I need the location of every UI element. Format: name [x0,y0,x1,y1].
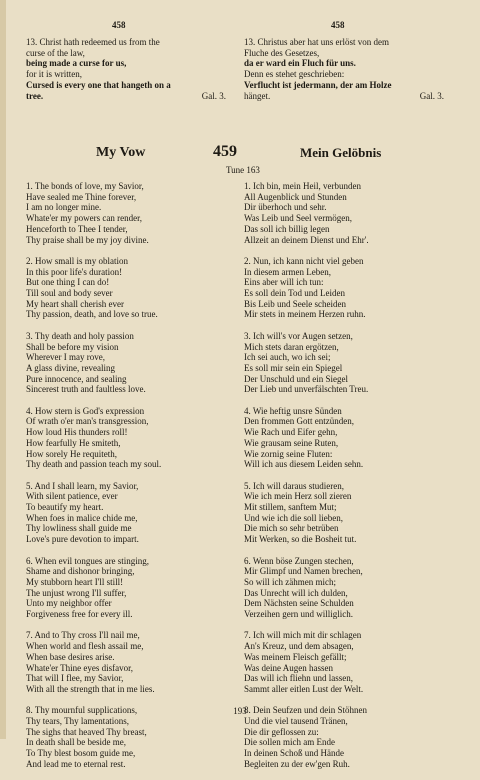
verse-line: Der Unschuld und ein Siegel [244,373,348,384]
hymn-number: 459 [213,143,237,160]
verse-line: 4. How stern is God's expression [26,405,145,416]
verse-line: The sighs that heaved Thy breast, [26,726,147,737]
verse-line: Die sollen mich am Ende [244,737,335,748]
verse-line: Forgiveness free for every ill. [26,609,133,620]
verse-line: Unto my neighbor offer [26,598,112,609]
verse-line: 3. Thy death and holy passion [26,330,134,341]
verse-line: To Thy blest bosom guide me, [26,748,136,759]
verse-line: Verflucht ist jedermann, der am Holze [244,79,392,90]
verse-line: Shame and dishonor bringing, [26,566,135,577]
verse-line: Wie grausam seine Ruten, [244,437,339,448]
verse-line: Und wie ich die soll lieben, [244,512,343,523]
verse-line: 7. And to Thy cross I'll nail me, [26,630,140,641]
verse-line: Thy praise shall be my joy divine. [26,234,149,245]
verse-line: da er ward ein Fluch für uns. [244,58,356,69]
verse-block [26,630,226,694]
verse-line: That will I flee, my Savior, [26,673,124,684]
verse-line: 3. Ich will's vor Augen setzen, [244,330,353,341]
verse-line: Begleiten zu der ew'gen Ruh. [244,758,350,769]
verse-block [244,256,444,320]
page-number-bottom: 193 [233,706,247,716]
hymn-title-english: My Vow [96,145,146,160]
verse-line: Have sealed me Thine forever, [26,191,137,202]
verse-line: Mit Werken, so die Bosheit tut. [244,534,357,545]
verse-block [26,406,226,470]
verse-line: I am no longer mine. [26,202,102,213]
verse-block [244,630,444,694]
verse-13-german [244,37,444,101]
verse-13-english [26,37,226,101]
verse-block [26,181,226,245]
verse-line: In this poor life's duration! [26,266,123,277]
verse-line: Allzeit an deinem Dienst und Ehr'. [244,234,369,245]
scripture-reference: Gal. 3. [419,90,444,101]
verse-line: Shall be before my vision [26,341,119,352]
verse-line: Fluche des Gesetzes, [244,47,320,58]
verse-line: Die dir geflossen zu: [244,726,319,737]
verse-line: So will ich zähmen mich; [244,576,336,587]
verse-line: Mir stets in meinem Herzen ruhn. [244,309,366,320]
verse-line: The unjust wrong I'll suffer, [26,587,127,598]
verse-line: Mir Glimpf und Namen brechen, [244,566,363,577]
verse-line: Mich stets daran ergötzen, [244,341,339,352]
hymn-title-german: Mein Gelöbnis [300,145,382,160]
verse-line: Es soll mir sein ein Spiegel [244,362,343,373]
verse-line: Till soul and body sever [26,288,113,299]
english-verses [26,181,226,780]
verse-line: 13. Christ hath redeemed us from the [26,37,160,47]
verse-line: Wie zornig seine Fluten: [244,448,333,459]
verse-line: 4. Wie heftig unsre Sünden [244,405,342,416]
verse-line: being made a curse for us, [26,58,127,69]
verse-line: Thy tears, Thy lamentations, [26,716,130,727]
verse-line: Es soll dein Tod und Leiden [244,288,345,299]
verse-line: Sincerest truth and faultless love. [26,384,146,395]
verse-line: 8. Dein Seufzen und dein Stöhnen [244,705,367,716]
verse-line: Wie ich mein Herz soll zieren [244,491,352,502]
verse-line: Love's pure devotion to impart. [26,534,139,545]
verse-line: for it is written, [26,69,82,80]
verse-line: Thy death and passion teach my soul. [26,459,162,470]
verse-line: Sammt aller eitlen Lust der Welt. [244,683,364,694]
verse-line: Dem Nächsten seine Schulden [244,598,354,609]
verse-line: Eins aber will ich tun: [244,277,324,288]
verse-line: An's Kreuz, und dem absagen, [244,641,354,652]
verse-line: With all the strength that in me lies. [26,683,155,694]
verse-line: 7. Ich will mich mit dir schlagen [244,630,362,641]
verse-line: 13. Christus aber hat uns erlöst von dem [244,37,389,47]
verse-line: Pure innocence, and sealing [26,373,127,384]
verse-line: Das Unrecht will ich dulden, [244,587,348,598]
verse-line: How sorely He requiteth, [26,448,117,459]
scripture-reference: Gal. 3. [201,90,226,101]
verse-line: When base desires arise. [26,651,115,662]
verse-line: My stubborn heart I'll still! [26,576,124,587]
verse-line: hänget. [244,90,271,101]
verse-line: A glass divine, revealing [26,362,115,373]
verse-line: Bis Leib und Seele scheiden [244,298,346,309]
verse-line: All Augenblick und Stunden [244,191,347,202]
verse-line: 6. When evil tongues are stinging, [26,555,150,566]
verse-line: With silent patience, ever [26,491,118,502]
verse-line: 1. Ich bin, mein Heil, verbunden [244,181,361,191]
verse-line: Of wrath o'er man's transgression, [26,416,149,427]
verse-line: When world and flesh assail me, [26,641,144,652]
verse-block [26,556,226,620]
verse-block [244,406,444,470]
tune-label: Tune 163 [226,165,260,175]
verse-line: Wie Rach und Eifer gehn, [244,427,338,438]
verse-line: 2. Nun, ich kann nicht viel geben [244,255,364,266]
verse-line: When foes in malice chide me, [26,512,138,523]
verse-line: Verzeihen gern und williglich. [244,609,353,620]
verse-line: Henceforth to Thee I tender, [26,223,128,234]
verse-line: In diesem armen Leben, [244,266,331,277]
verse-block [244,181,444,245]
verse-line: Der Lieb und unverfälschten Treu. [244,384,369,395]
verse-line: How loud His thunders roll! [26,427,128,438]
verse-line: Wherever I may rove, [26,352,105,363]
verse-line: curse of the law, [26,47,85,58]
verse-line: And lead me to eternal rest. [26,758,126,769]
verse-line: Das soll ich billig legen [244,223,330,234]
verse-line: Thy passion, death, and love so true. [26,309,158,320]
verse-line: Was deine Augen hassen [244,662,334,673]
verse-line: Denn es stehet geschrieben: [244,69,345,80]
verse-line: In death shall be beside me, [26,737,126,748]
verse-block [244,556,444,620]
verse-line: 6. Wenn böse Zungen stechen, [244,555,354,566]
verse-line: 5. And I shall learn, my Savior, [26,480,139,491]
verse-line: 8. Thy mournful supplications, [26,705,138,716]
verse-line: Whate'er Thine eyes disfavor, [26,662,134,673]
verse-line: Cursed is every one that hangeth on a [26,79,171,90]
verse-line: 5. Ich will daraus studieren, [244,480,344,491]
verse-line: Den frommen Gott entzünden, [244,416,354,427]
verse-line: 1. The bonds of love, my Savior, [26,181,144,191]
verse-line: But one thing I can do! [26,277,110,288]
page-number-left: 458 [112,20,126,30]
verse-line: Ich sei auch, wo ich sei; [244,352,331,363]
verse-line: tree. [26,90,44,101]
page-number-right: 458 [331,20,345,30]
verse-block [26,331,226,395]
verse-line: My heart shall cherish ever [26,298,124,309]
verse-block [244,481,444,545]
verse-line: Was Leib und Seel vermögen, [244,213,352,224]
verse-line: Dir überhoch und sehr. [244,202,327,213]
verse-line: Will ich aus diesem Leiden sehn. [244,459,364,470]
verse-block [26,481,226,545]
verse-line: To beautify my heart. [26,502,104,513]
verse-line: In deinen Schoß und Hände [244,748,344,759]
verse-block [244,331,444,395]
german-verses [244,181,444,780]
verse-line: 2. How small is my oblation [26,255,128,266]
verse-line: Die mich so sehr betrüben [244,523,339,534]
verse-line: Mit stillem, sanftem Mut; [244,502,337,513]
verse-line: Whate'er my powers can render, [26,213,142,224]
verse-block [26,256,226,320]
page-edge [0,0,6,739]
verse-line: Was meinem Fleisch gefällt; [244,651,347,662]
verse-line: Und die viel tausend Tränen, [244,716,348,727]
verse-line: Thy lowliness shall guide me [26,523,132,534]
verse-line: How fearfully He smiteth, [26,437,121,448]
verse-line: Das will ich fliehn und lassen, [244,673,353,684]
